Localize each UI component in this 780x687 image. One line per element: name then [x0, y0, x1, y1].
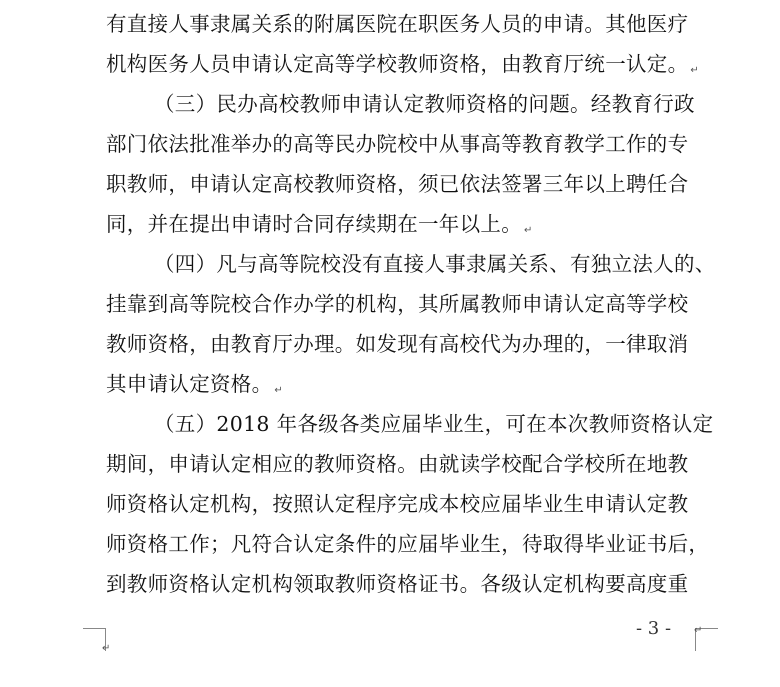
paragraph-mark-icon: ↵	[102, 643, 111, 654]
text-line: 期间，申请认定相应的教师资格。由就读学校配合学校所在地教	[106, 452, 689, 476]
text-line: 挂靠到高等院校合作办学的机构，其所属教师申请认定高等学校	[106, 292, 689, 316]
text-line: 师资格认定机构，按照认定程序完成本校应届毕业生申请认定教	[106, 492, 689, 516]
document-body	[106, 4, 716, 604]
text-line: （四）凡与高等院校没有直接人事隶属关系、有独立法人的、	[154, 252, 716, 276]
text-line: 机构医务人员申请认定高等学校教师资格，由教育厅统一认定。 ↵	[106, 52, 700, 76]
text-line: 师资格工作；凡符合认定条件的应届毕业生，待取得毕业证书后，	[106, 532, 710, 556]
text-line: 同，并在提出申请时合同存续期在一年以上。 ↵	[106, 212, 533, 236]
text-line: 职教师，申请认定高校教师资格，须已依法签署三年以上聘任合	[106, 172, 689, 196]
paragraph-mark-icon: ↵	[524, 225, 533, 236]
text-line: （五）2018 年各级各类应届毕业生，可在本次教师资格认定	[154, 412, 714, 436]
text-line: 其申请认定资格。 ↵	[106, 372, 284, 396]
paragraph-mark-icon: ↵	[694, 625, 703, 636]
paragraph-mark-icon: ↵	[274, 385, 284, 396]
text-line: 有直接人事隶属关系的附属医院在职医务人员的申请。其他医疗	[106, 12, 689, 36]
paragraph-mark-icon: ↵	[690, 65, 700, 76]
text-line: （三）民办高校教师申请认定教师资格的问题。经教育行政	[154, 92, 695, 116]
text-line: 教师资格，由教育厅办理。如发现有高校代为办理的，一律取消	[106, 332, 689, 356]
text-line: 部门依法批准举办的高等民办院校中从事高等教育教学工作的专	[106, 132, 689, 156]
page-number: - 3 -	[636, 618, 672, 639]
text-line: 到教师资格认定机构领取教师资格证书。各级认定机构要高度重	[106, 572, 689, 596]
